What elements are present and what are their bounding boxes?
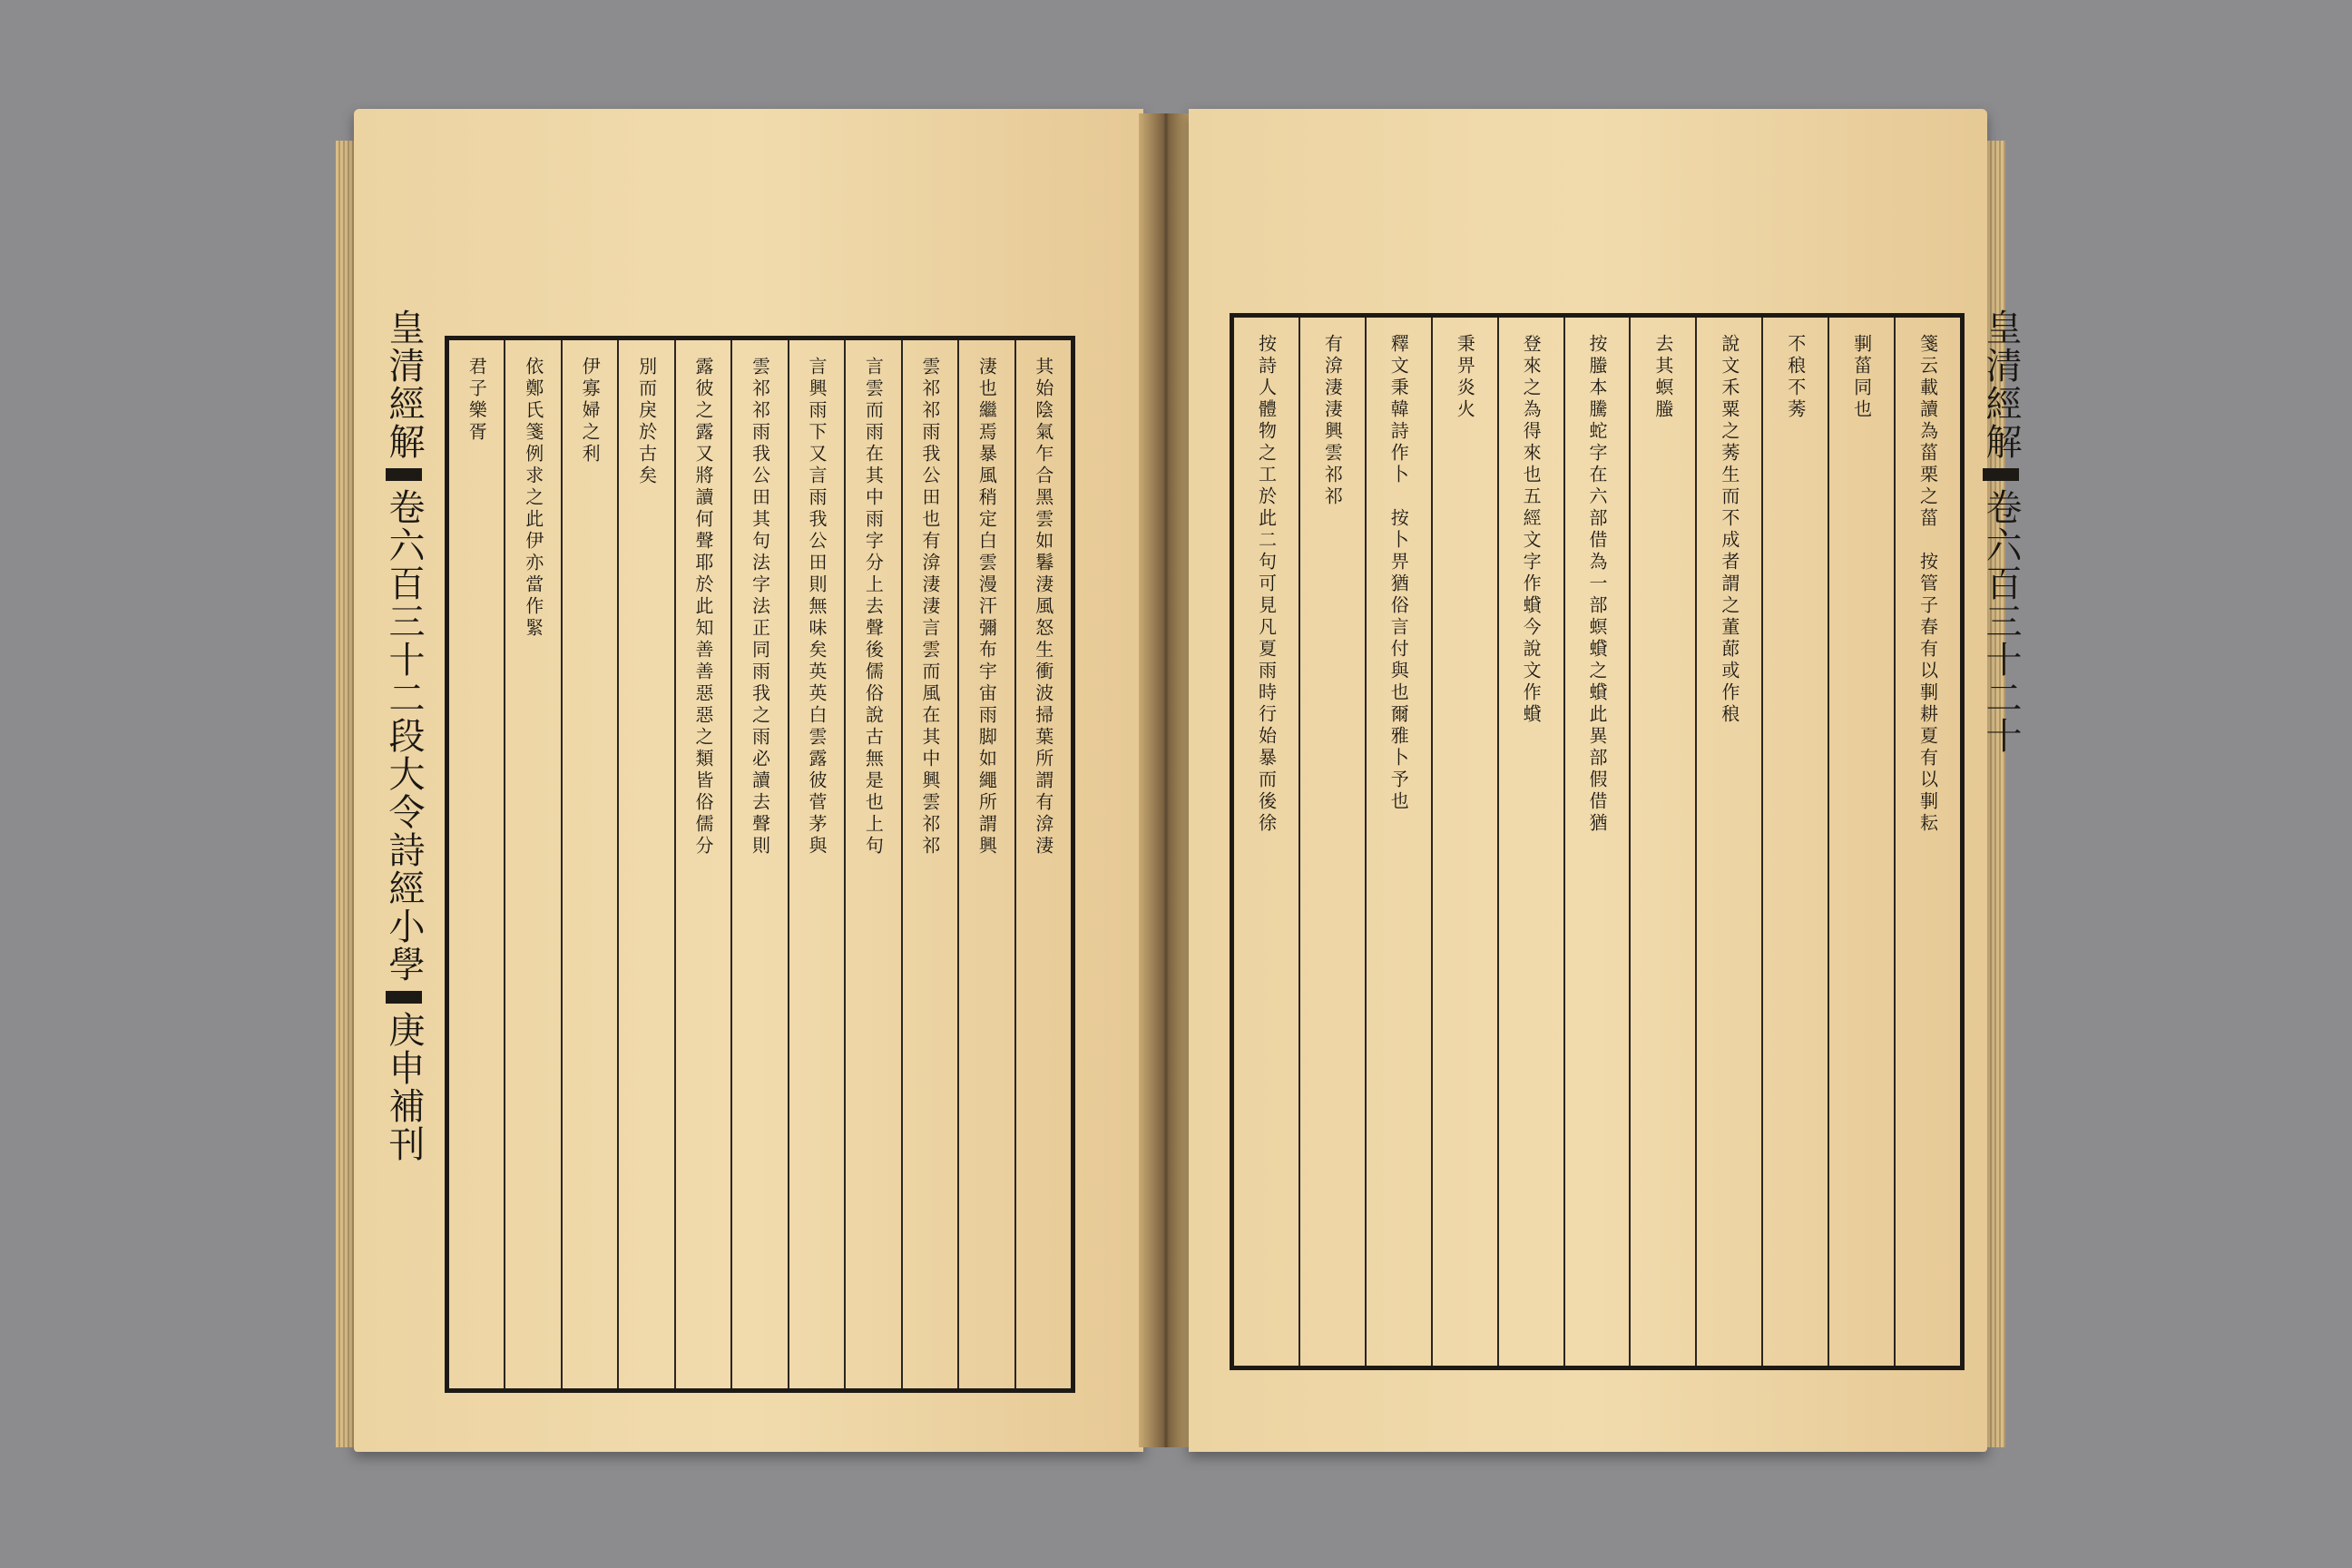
heading-column: 秉畀炎火 bbox=[1431, 318, 1497, 1366]
text-column: 按詩人體物之工於此二句可見凡夏雨時行始暴而後徐 bbox=[1255, 334, 1278, 835]
banxin-title: 皇清經解 bbox=[383, 309, 425, 461]
text-column: 釋文秉韓詩作卜 按卜畀猶俗言付與也爾雅卜予也 bbox=[1365, 318, 1431, 1366]
right-page bbox=[1189, 109, 2022, 1452]
text-column: 說文禾粟之莠生而不成者謂之董蓈或作稂 bbox=[1695, 318, 1761, 1366]
right-text-frame bbox=[1230, 313, 1965, 1370]
text-column: 雲祁祁雨我公田其句法字法正同雨我之雨必讀去聲則 bbox=[730, 340, 787, 1388]
banxin-volume: 卷六百三十二 bbox=[1980, 488, 2022, 717]
text-column: 箋云載讀為菑栗之菑 按管子春有以剚耕夏有以剚耘 bbox=[1894, 318, 1960, 1366]
heading-column: 有渰淒淒興雲祁祁 bbox=[1298, 318, 1365, 1366]
heading-column: 去其螟螣 bbox=[1629, 318, 1695, 1366]
text-column: 按螣本騰蛇字在六部借為一部螟蟘之蟘此異部假借猶 bbox=[1563, 318, 1630, 1366]
text-column: 雲祁祁雨我公田也有渰淒淒言雲而風在其中興雲祁祁 bbox=[901, 340, 957, 1388]
left-banxin bbox=[372, 309, 436, 1443]
banxin-section: 段大令詩經小學 bbox=[383, 717, 425, 984]
fishtail-mark bbox=[1983, 468, 2019, 481]
page-number: 十 bbox=[1980, 717, 2022, 755]
open-book bbox=[299, 86, 2024, 1502]
text-column: 露彼之露又將讀何聲耶於此知善善惡惡之類皆俗儒分 bbox=[674, 340, 730, 1388]
text-column: 言興雨下又言雨我公田則無味矣英英白雲露彼菅茅與 bbox=[788, 340, 844, 1388]
banxin-title: 皇清經解 bbox=[1980, 309, 2022, 461]
text-column: 言雲而雨在其中雨字分上去聲後儒俗說古無是也上句 bbox=[844, 340, 900, 1388]
text-column: 其始陰氣乍合黑雲如鬊淒風怒生衝波掃葉所謂有渰淒 bbox=[1014, 340, 1071, 1388]
fishtail-mark bbox=[386, 468, 422, 481]
text-column: 剚菑同也 bbox=[1828, 318, 1894, 1366]
text-column: 依鄭氏箋例求之此伊亦當作緊 bbox=[504, 340, 560, 1388]
text-column: 別而戾於古矣 bbox=[617, 340, 673, 1388]
left-page bbox=[354, 109, 1143, 1452]
text-column: 登來之為得來也五經文字作蟘今說文作蟘 bbox=[1497, 318, 1563, 1366]
text-column: 淒也繼焉暴風稍定白雲漫汗彌布宇宙雨脚如繩所謂興 bbox=[957, 340, 1014, 1388]
fishtail-mark bbox=[386, 991, 422, 1004]
heading-column: 君子樂胥 bbox=[466, 357, 488, 444]
book-gutter bbox=[1139, 113, 1193, 1447]
right-banxin bbox=[1969, 309, 2033, 1443]
banxin-reprint: 庚申補刊 bbox=[383, 1011, 425, 1163]
left-text-frame bbox=[445, 336, 1075, 1393]
heading-column: 伊寡婦之利 bbox=[561, 340, 617, 1388]
banxin-volume: 卷六百三十二 bbox=[383, 488, 425, 717]
heading-column: 不稂不莠 bbox=[1761, 318, 1828, 1366]
